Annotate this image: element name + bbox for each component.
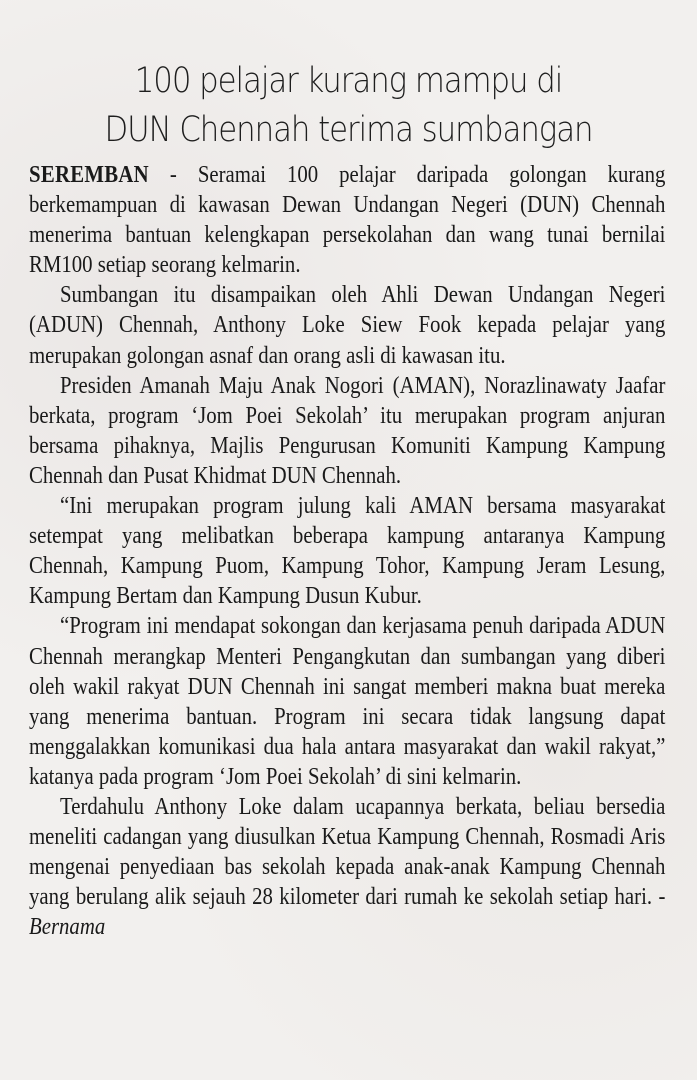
- article-body: [29, 160, 666, 942]
- paragraph-2: Sumbangan itu disampaikan oleh Ahli Dewan Undangan Negeri (ADUN) Chennah, Anthony Loke Siew Fook kepada pelajar yang merupakan golongan asnaf dan orang asli di kawasan itu.: [29, 281, 666, 369]
- dateline: SEREMBAN: [29, 161, 149, 188]
- paragraph-1-text: Seramai 100 pelajar daripada golongan kurang berkemampuan di kawasan Dewan Undangan Negeri (DUN) Chennah menerima bantuan kelengkapan persekolahan dan wang tunai bernilai RM100 setiap seorang kelmarin.: [29, 161, 666, 279]
- paragraph-6-text: Terdahulu Anthony Loke dalam ucapannya berkata, beliau bersedia meneliti cadangan yang diusulkan Ketua Kampung Chennah, Rosmadi Aris mengenai penyediaan bas sekolah kepada anak-anak Kampung Chennah yang berulang alik sejauh 28 kilometer dari rumah ke sekolah setiap hari. -: [29, 792, 666, 911]
- headline: [42, 57, 655, 155]
- paragraph-1: [29, 160, 665, 280]
- paragraph-6: [29, 792, 665, 942]
- headline-line-1: 100 pelajar kurang mampu di: [134, 61, 563, 102]
- paragraph-3: Presiden Amanah Maju Anak Nogori (AMAN), Norazlinawaty Jaafar berkata, program ‘Jom Poei Sekolah’ itu merupakan program anjuran bersama pihaknya, Majlis Pengurusan Komuniti Kampung Kampung Chennah dan Pusat Khidmat DUN Chennah.: [29, 371, 666, 489]
- news-agency-credit: Bernama: [29, 913, 106, 941]
- headline-line-2: DUN Chennah terima sumbangan: [104, 110, 593, 151]
- paragraph-5: “Program ini mendapat sokongan dan kerjasama penuh daripada ADUN Chennah merangkap Menteri Pengangkutan dan sumbangan yang diberi oleh wakil rakyat DUN Chennah ini sangat memberi makna buat mereka yang menerima bantuan. Program ini secara tidak langsung dapat menggalakkan komunikasi dua hala antara masyarakat dan wakil rakyat,” katanya pada program ‘Jom Poei Sekolah’ di sini kelmarin.: [29, 612, 666, 790]
- dateline-separator: -: [148, 161, 198, 188]
- paragraph-4: “Ini merupakan program julung kali AMAN bersama masyarakat setempat yang melibatkan beberapa kampung antaranya Kampung Chennah, Kampung Puom, Kampung Tohor, Kampung Jeram Lesung, Kampung Bertam dan Kampung Dusun Kubur.: [29, 492, 666, 610]
